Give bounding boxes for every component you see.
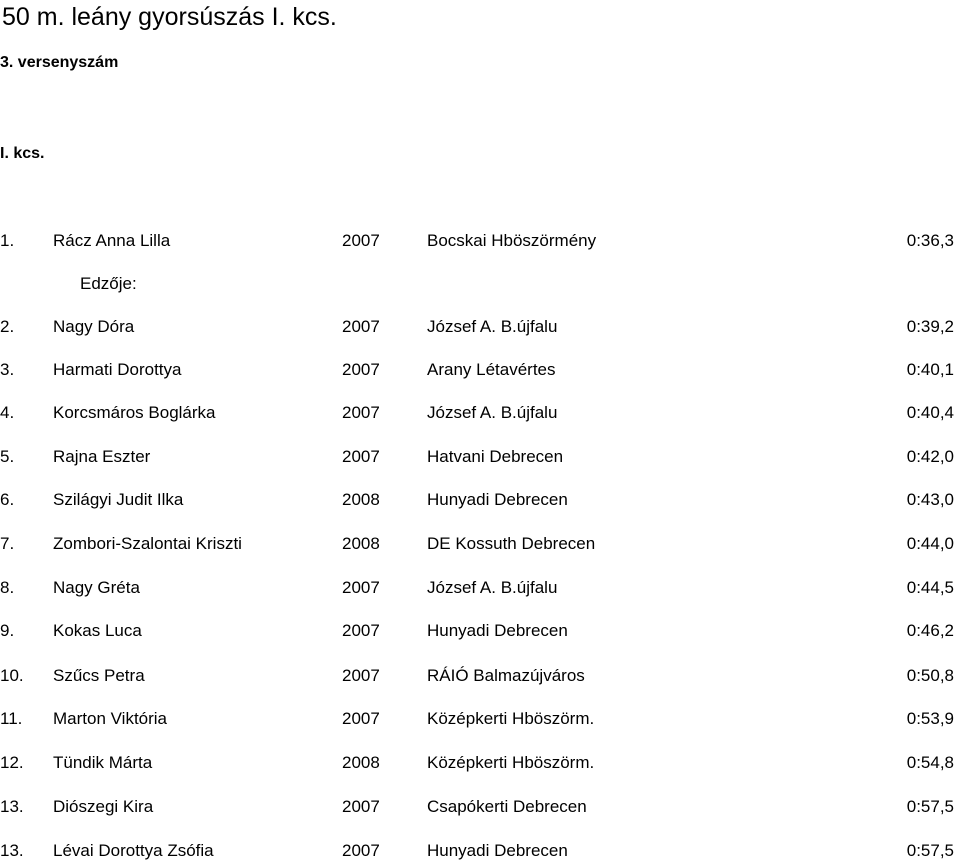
result-name: Szilágyi Judit Ilka: [53, 490, 184, 509]
result-club: Hunyadi Debrecen: [427, 841, 568, 860]
result-club: Középkerti Hböszörm.: [427, 753, 595, 772]
result-row: [0, 707, 960, 731]
result-year: 2007: [342, 403, 380, 422]
result-time: 0:57,5: [906, 841, 954, 860]
result-place: 2.: [0, 317, 15, 336]
result-row: [0, 229, 960, 253]
result-club: József A. B.újfalu: [427, 578, 558, 597]
result-year: 2007: [342, 578, 380, 597]
result-row: [0, 795, 960, 819]
result-place: 12.: [0, 753, 24, 772]
result-club: RÁIÓ Balmazújváros: [427, 666, 585, 685]
result-club: Hunyadi Debrecen: [427, 490, 568, 509]
result-row: [0, 619, 960, 643]
result-year: 2007: [342, 797, 380, 816]
result-club: DE Kossuth Debrecen: [427, 534, 596, 553]
result-time: 0:42,0: [906, 447, 954, 466]
result-row: [0, 751, 960, 775]
result-club: Középkerti Hböszörm.: [427, 709, 595, 728]
result-year: 2007: [342, 621, 380, 640]
result-row: [0, 664, 960, 688]
heat-label: I. kcs.: [0, 145, 45, 162]
result-year: 2007: [342, 317, 380, 336]
result-club: Arany Létavértes: [427, 360, 556, 379]
result-place: 6.: [0, 490, 15, 509]
result-place: 13.: [0, 797, 24, 816]
result-club: Bocskai Hböszörmény: [427, 231, 597, 250]
result-name: Marton Viktória: [53, 709, 168, 728]
result-name: Zombori-Szalontai Kriszti: [53, 534, 242, 553]
result-place: 5.: [0, 447, 15, 466]
result-year: 2008: [342, 534, 380, 553]
result-row: [0, 488, 960, 512]
result-place: 8.: [0, 578, 15, 597]
coach-label: Edzője:: [80, 274, 137, 293]
result-row: [0, 532, 960, 556]
result-row: [0, 315, 960, 339]
result-name: Rajna Eszter: [53, 447, 151, 466]
result-club: József A. B.újfalu: [427, 317, 558, 336]
result-year: 2007: [342, 709, 380, 728]
result-place: 7.: [0, 534, 15, 553]
result-time: 0:43,0: [906, 490, 954, 509]
result-place: 11.: [0, 709, 23, 728]
result-place: 10.: [0, 666, 24, 685]
result-row: [0, 358, 960, 382]
result-name: Rácz Anna Lilla: [53, 231, 171, 250]
result-year: 2008: [342, 490, 380, 509]
result-time: 0:39,2: [906, 317, 954, 336]
page-title: 50 m. leány gyorsúszás I. kcs.: [2, 3, 337, 31]
result-year: 2007: [342, 841, 380, 860]
result-row: [0, 839, 960, 863]
result-row: [0, 401, 960, 425]
result-name: Diószegi Kira: [53, 797, 154, 816]
result-club: Csapókerti Debrecen: [427, 797, 587, 816]
result-place: 13.: [0, 841, 24, 860]
result-name: Szűcs Petra: [53, 666, 145, 685]
result-time: 0:40,1: [906, 360, 954, 379]
result-year: 2008: [342, 753, 380, 772]
result-time: 0:57,5: [906, 797, 954, 816]
result-name: Tündik Márta: [53, 753, 153, 772]
result-time: 0:40,4: [906, 403, 954, 422]
result-time: 0:44,0: [906, 534, 954, 553]
result-place: 9.: [0, 621, 15, 640]
result-name: Harmati Dorottya: [53, 360, 182, 379]
result-name: Lévai Dorottya Zsófia: [53, 841, 214, 860]
result-row: [0, 576, 960, 600]
event-number: 3. versenyszám: [0, 54, 119, 71]
result-place: 3.: [0, 360, 15, 379]
result-year: 2007: [342, 231, 380, 250]
result-name: Kokas Luca: [53, 621, 142, 640]
result-time: 0:44,5: [906, 578, 954, 597]
result-time: 0:53,9: [906, 709, 954, 728]
result-time: 0:54,8: [906, 753, 954, 772]
result-time: 0:46,2: [906, 621, 954, 640]
result-name: Nagy Gréta: [53, 578, 140, 597]
result-club: József A. B.újfalu: [427, 403, 558, 422]
result-year: 2007: [342, 447, 380, 466]
result-name: Korcsmáros Boglárka: [53, 403, 216, 422]
result-time: 0:36,3: [906, 231, 954, 250]
result-year: 2007: [342, 666, 380, 685]
result-club: Hunyadi Debrecen: [427, 621, 568, 640]
result-time: 0:50,8: [906, 666, 954, 685]
result-place: 1.: [0, 231, 15, 250]
result-place: 4.: [0, 403, 15, 422]
result-year: 2007: [342, 360, 380, 379]
result-name: Nagy Dóra: [53, 317, 135, 336]
result-club: Hatvani Debrecen: [427, 447, 564, 466]
result-row: [0, 445, 960, 469]
